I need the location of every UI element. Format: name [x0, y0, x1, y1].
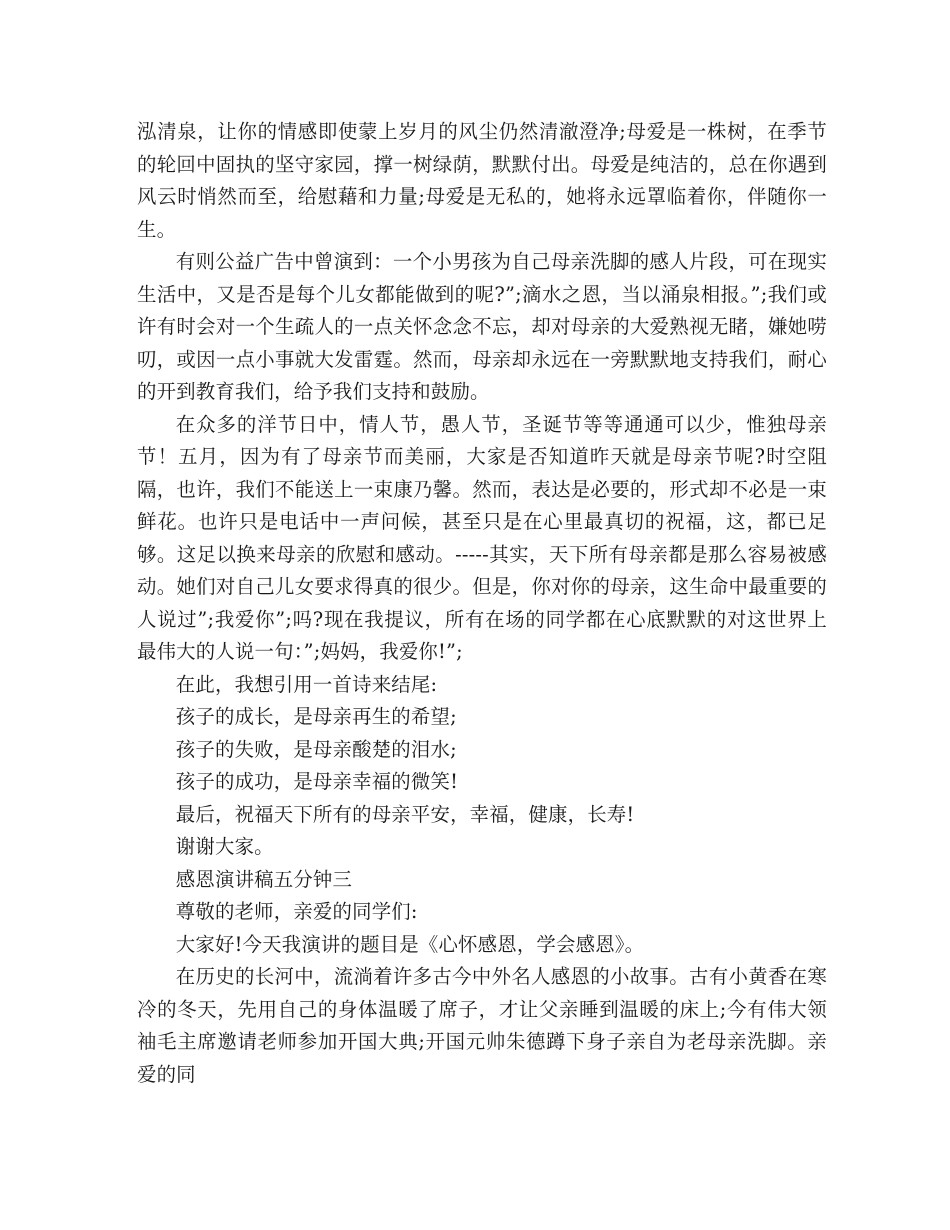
document-body [137, 116, 827, 1091]
speech-title-line: 大家好!今天我演讲的题目是《心怀感恩，学会感恩》。 [175, 932, 645, 956]
poem-line-failure: 孩子的失败，是母亲酸楚的泪水; [175, 737, 457, 761]
poem-line-success: 孩子的成功，是母亲幸福的微笑! [175, 770, 459, 793]
paragraph-mother-love: 泓清泉，让你的情感即使蒙上岁月的风尘仍然清澈澄净;母爱是一株树，在季节的轮回中固执的坚守家园，撑一树绿荫，默默付出。母爱是纯洁的，总在你遇到风云时悄然而至，给慰藉和力量;母爱是无私的，她将永远罩临着你，伴随你一生。 [137, 120, 827, 241]
salutation-line: 尊敬的老师，亲爱的同学们: [175, 900, 418, 923]
section-heading: 感恩演讲稿五分钟三 [175, 867, 353, 891]
paragraph-mothers-day: 在众多的洋节日中，情人节，愚人节，圣诞节等等通通可以少，惟独母亲节！五月，因为有了母亲节而美丽，大家是否知道昨天就是母亲节呢?时空阻隔，也许，我们不能送上一束康乃馨。然而，表达是必要的，形式却不必是一束鲜花。也许只是电话中一声问候，甚至只是在心里最真切的祝福，这，都已足够。这足以换来母亲的欣慰和感动。-----其实，天下所有母亲都是那么容易被感动。她们对自己儿女要求得真的很少。但是，你对你的母亲，这生命中最重要的人说过”;我爱你”;吗?现在我提议，所有在场的同学都在心底默默的对这世界上最伟大的人说一句：”;妈妈，我爱你!”; [137, 412, 827, 663]
thanks-line: 谢谢大家。 [175, 835, 274, 858]
paragraph-public-ad: 有则公益广告中曾演到：一个小男孩为自己母亲洗脚的感人片段，可在现实生活中，又是否是每个儿女都能做到的呢?”;滴水之恩，当以涌泉相报。”;我们或许有时会对一个生疏人的一点关怀念念不忘，却对母亲的大爱熟视无睹，嫌她唠叨，或因一点小事就大发雷霆。然而，母亲却永远在一旁默默地支持我们，耐心的开到教育我们，给予我们支持和鼓励。 [137, 250, 827, 403]
paragraph-history-stories: 在历史的长河中，流淌着许多古今中外名人感恩的小故事。古有小黄香在寒冷的冬天，先用自己的身体温暖了席子，才让父亲睡到温暖的床上;今有伟大领袖毛主席邀请老师参加开国大典;开国元帅朱德蹲下身子亲自为老母亲洗脚。亲爱的同 [137, 965, 827, 1086]
blessing-line: 最后，祝福天下所有的母亲平安，幸福，健康，长寿! [175, 802, 635, 826]
poem-line-growth: 孩子的成长，是母亲再生的希望; [175, 705, 457, 728]
poem-intro-line: 在此，我想引用一首诗来结尾: [175, 672, 438, 696]
